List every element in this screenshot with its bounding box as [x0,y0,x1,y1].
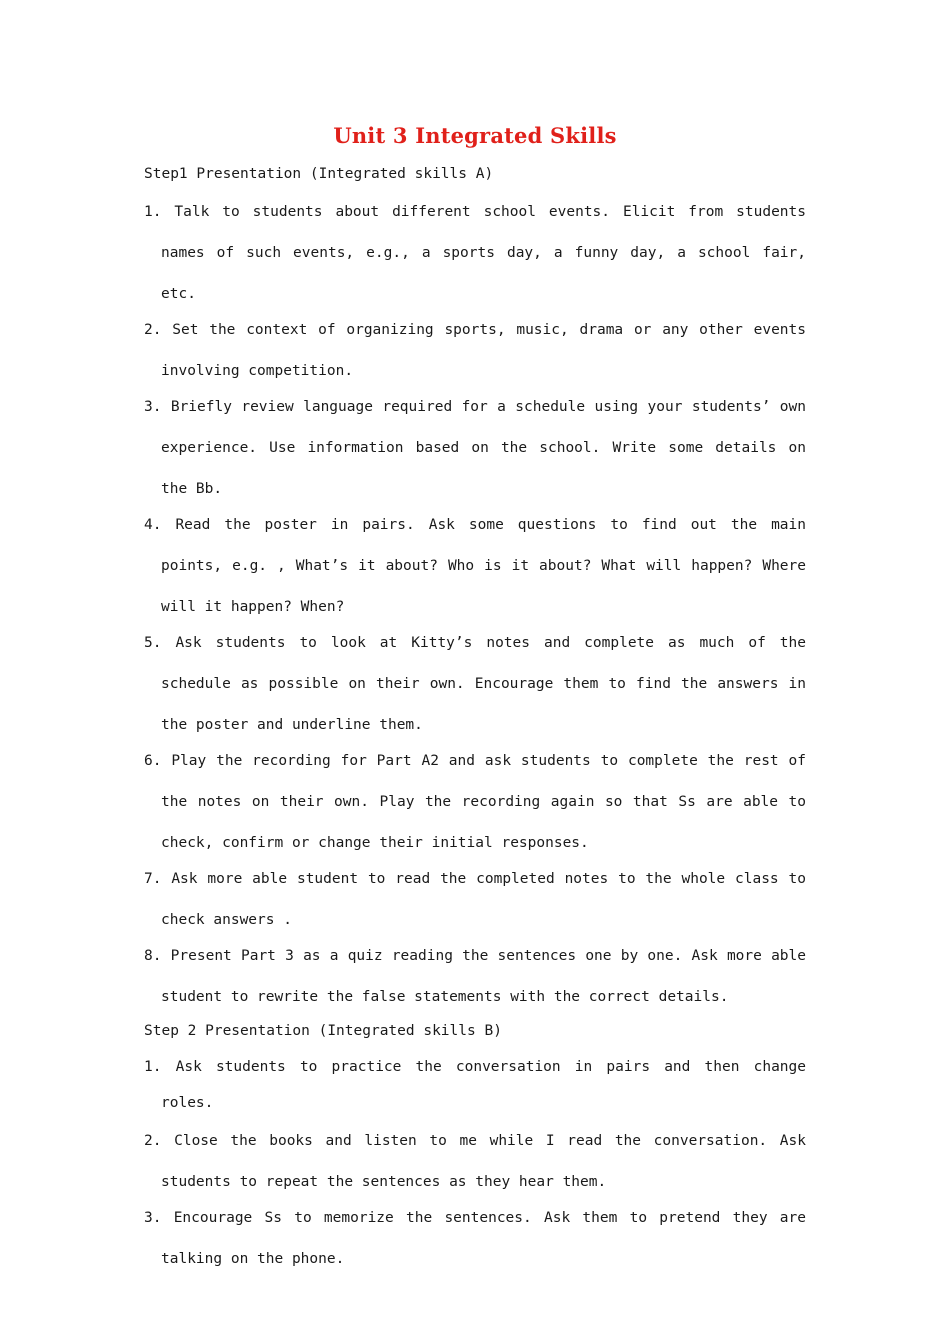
step-1-item-7: 7. Ask more able student to read the completed notes to the whole class to check answers . [144,871,806,928]
step-1-item-1: 1. Talk to students about different school events. Elicit from students names of such events, e.g., a sports day, a funny day, a school fair, etc. [144,204,806,302]
step-1-item-8: 8. Present Part 3 as a quiz reading the sentences one by one. Ask more able student to rewrite the false statements with the correct details. [144,948,806,1005]
document-body [144,156,806,1275]
step-1-item-6: 6. Play the recording for Part A2 and ask students to complete the rest of the notes on their own. Play the recording again so that Ss are able to check, confirm or change their initial responses. [144,753,806,851]
step-1-item-3: 3. Briefly review language required for a schedule using your students’ own experience. Use information based on the school. Write some details on the Bb. [144,399,806,497]
step-1-item-2: 2. Set the context of organizing sports, music, drama or any other events involving competition. [144,322,806,379]
step-1-heading: Step1 Presentation (Integrated skills A) [144,166,494,182]
step-2-item-2: 2. Close the books and listen to me while I read the conversation. Ask students to repeat the sentences as they hear them. [144,1133,806,1190]
step-1-item-5: 5. Ask students to look at Kitty’s notes and complete as much of the schedule as possible on their own. Encourage them to find the answers in the poster and underline them. [144,635,806,733]
step-1-item-4: 4. Read the poster in pairs. Ask some questions to find out the main points, e.g. , What’s it about? Who is it about? What will happen? Where will it happen? When? [144,517,806,615]
document-title: Unit 3 Integrated Skills [333,123,617,148]
step-2-item-1: 1. Ask students to practice the conversation in pairs and then change roles. [144,1059,806,1111]
step-2-item-3: 3. Encourage Ss to memorize the sentences. Ask them to pretend they are talking on the phone. [144,1210,806,1267]
step-2-heading: Step 2 Presentation (Integrated skills B) [144,1023,502,1039]
